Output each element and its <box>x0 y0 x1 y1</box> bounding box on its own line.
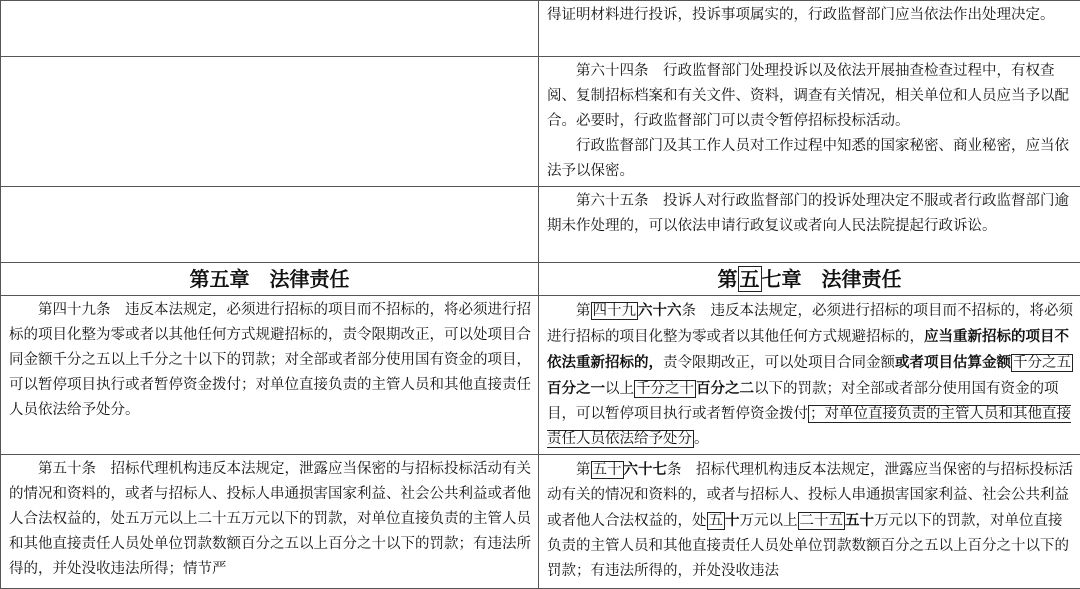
article-65: 第六十五条 投诉人对行政监督部门的投诉处理决定不服或者行政监督部门逾期未作处理的，可以依法申请行政复议或者向人民法院提起行政诉讼。 <box>547 189 1074 239</box>
right-cell <box>539 1 1080 57</box>
text: 第 <box>576 303 591 319</box>
chapter-title-left: 第五章 法律责任 <box>1 263 539 296</box>
left-cell <box>1 296 539 455</box>
left-cell <box>1 455 539 589</box>
text: 责令限期改正，可以处项目合同金额 <box>663 355 895 371</box>
deleted-text-box: ；对单位直接负责的主管人员和其他直接责任人员依法给予处分 <box>547 405 1071 448</box>
chapter-title-right <box>539 263 1080 296</box>
right-cell <box>539 455 1080 589</box>
text: 章 法律责任 <box>782 267 902 291</box>
added-text: 六十六 <box>638 302 682 319</box>
added-text: 百分之二 <box>696 380 754 397</box>
deleted-text-box: 千分之十 <box>634 380 696 398</box>
text: 万元以上 <box>740 513 798 529</box>
article-49-old: 第四十九条 违反本法规定，必须进行招标的项目而不招标的，将必须进行招标的项目化整为零或者以其他任何方式规避招标的，责令限期改正，可以处项目合同金额千分之五以上千分之十以下的罚款；对全部或者部分使用国有资金的项目，可以暂停项目执行或者暂停资金拨付；对单位直接负责的主管人员和其他直接责任人员依法给予处分。 <box>9 298 532 423</box>
left-cell <box>1 1 539 57</box>
added-text: 十 <box>725 512 740 529</box>
added-text: 五十 <box>845 512 874 529</box>
deleted-text-box: 五 <box>738 266 762 292</box>
text: 以上 <box>605 381 634 397</box>
text: 第 <box>718 267 738 291</box>
text: 条 招标代理机构违反本法规定，泄露应当保密的与招标投标活动有关的情况和资料的，或者与招标人、投标人串通损害国家利益、社会公共利益或者他人合法权益的，处 <box>547 462 1073 529</box>
deleted-text-box: 五 <box>707 512 726 530</box>
added-text: 应当重新招标的项目不依法重新招标的， <box>547 328 1069 371</box>
text: 以下的罚款；对全部或者部分使用国有资金的项目，可以暂停项目执行或者暂停资金拨付 <box>547 381 1059 422</box>
article-50-old: 第五十条 招标代理机构违反本法规定，泄露应当保密的与招标投标活动有关的情况和资料的，或者与招标人、投标人串通损害国家利益、社会公共利益或者他人合法权益的，处五万元以上二十五万元以下的罚款，对单位直接负责的主管人员和其他直接责任人员处单位罚款数额百分之五以上百分之十以下的罚款；有违法所得的，并处没收违法所得；情节严 <box>9 457 532 582</box>
right-cell <box>539 187 1080 263</box>
added-text: 七 <box>762 267 782 291</box>
article-66-new <box>547 298 1074 452</box>
table-row <box>1 1 1080 57</box>
paragraph: 得证明材料进行投诉，投诉事项属实的，行政监督部门应当依法作出处理决定。 <box>547 3 1074 28</box>
deleted-text-box: 二十五 <box>798 512 846 530</box>
deleted-text-box: 五十 <box>591 461 624 479</box>
article-64: 第六十四条 行政监督部门处理投诉以及依法开展抽查检查过程中，有权查阅、复制招标档案和有关文件、资料，调查有关情况，相关单位和人员应当予以配合。必要时，行政监督部门可以责令暂停招标投标活动。 <box>547 59 1074 134</box>
deleted-text-box: 千分之五 <box>1011 354 1073 372</box>
text: 万元以下的罚款，对单位直接负责的主管人员和其他直接责任人员处单位罚款数额百分之五以上百分之十以下的罚款；有违法所得的，并处没收违法 <box>547 513 1069 579</box>
added-text: 六十七 <box>624 461 668 478</box>
right-cell <box>539 296 1080 455</box>
text: 第 <box>576 462 591 478</box>
left-cell <box>1 57 539 187</box>
added-text: 或者项目估算金额 <box>895 354 1011 371</box>
deleted-text-box: 四十九 <box>591 302 639 320</box>
chapter-header-row <box>1 263 1080 296</box>
table-row <box>1 187 1080 263</box>
table-row <box>1 57 1080 187</box>
left-cell <box>1 187 539 263</box>
article-67-new <box>547 457 1074 584</box>
added-text: 百分之一 <box>547 380 605 397</box>
text: 。 <box>694 431 709 447</box>
right-cell <box>539 57 1080 187</box>
table-row <box>1 455 1080 589</box>
table-row <box>1 296 1080 455</box>
article-64-paragraph-2: 行政监督部门及其工作人员对工作过程中知悉的国家秘密、商业秘密，应当依法予以保密。 <box>547 134 1074 184</box>
text: 条 违反本法规定，必须进行招标的项目而不招标的，将必须进行招标的项目化整为零或者以其他任何方式规避招标的， <box>547 303 1073 345</box>
